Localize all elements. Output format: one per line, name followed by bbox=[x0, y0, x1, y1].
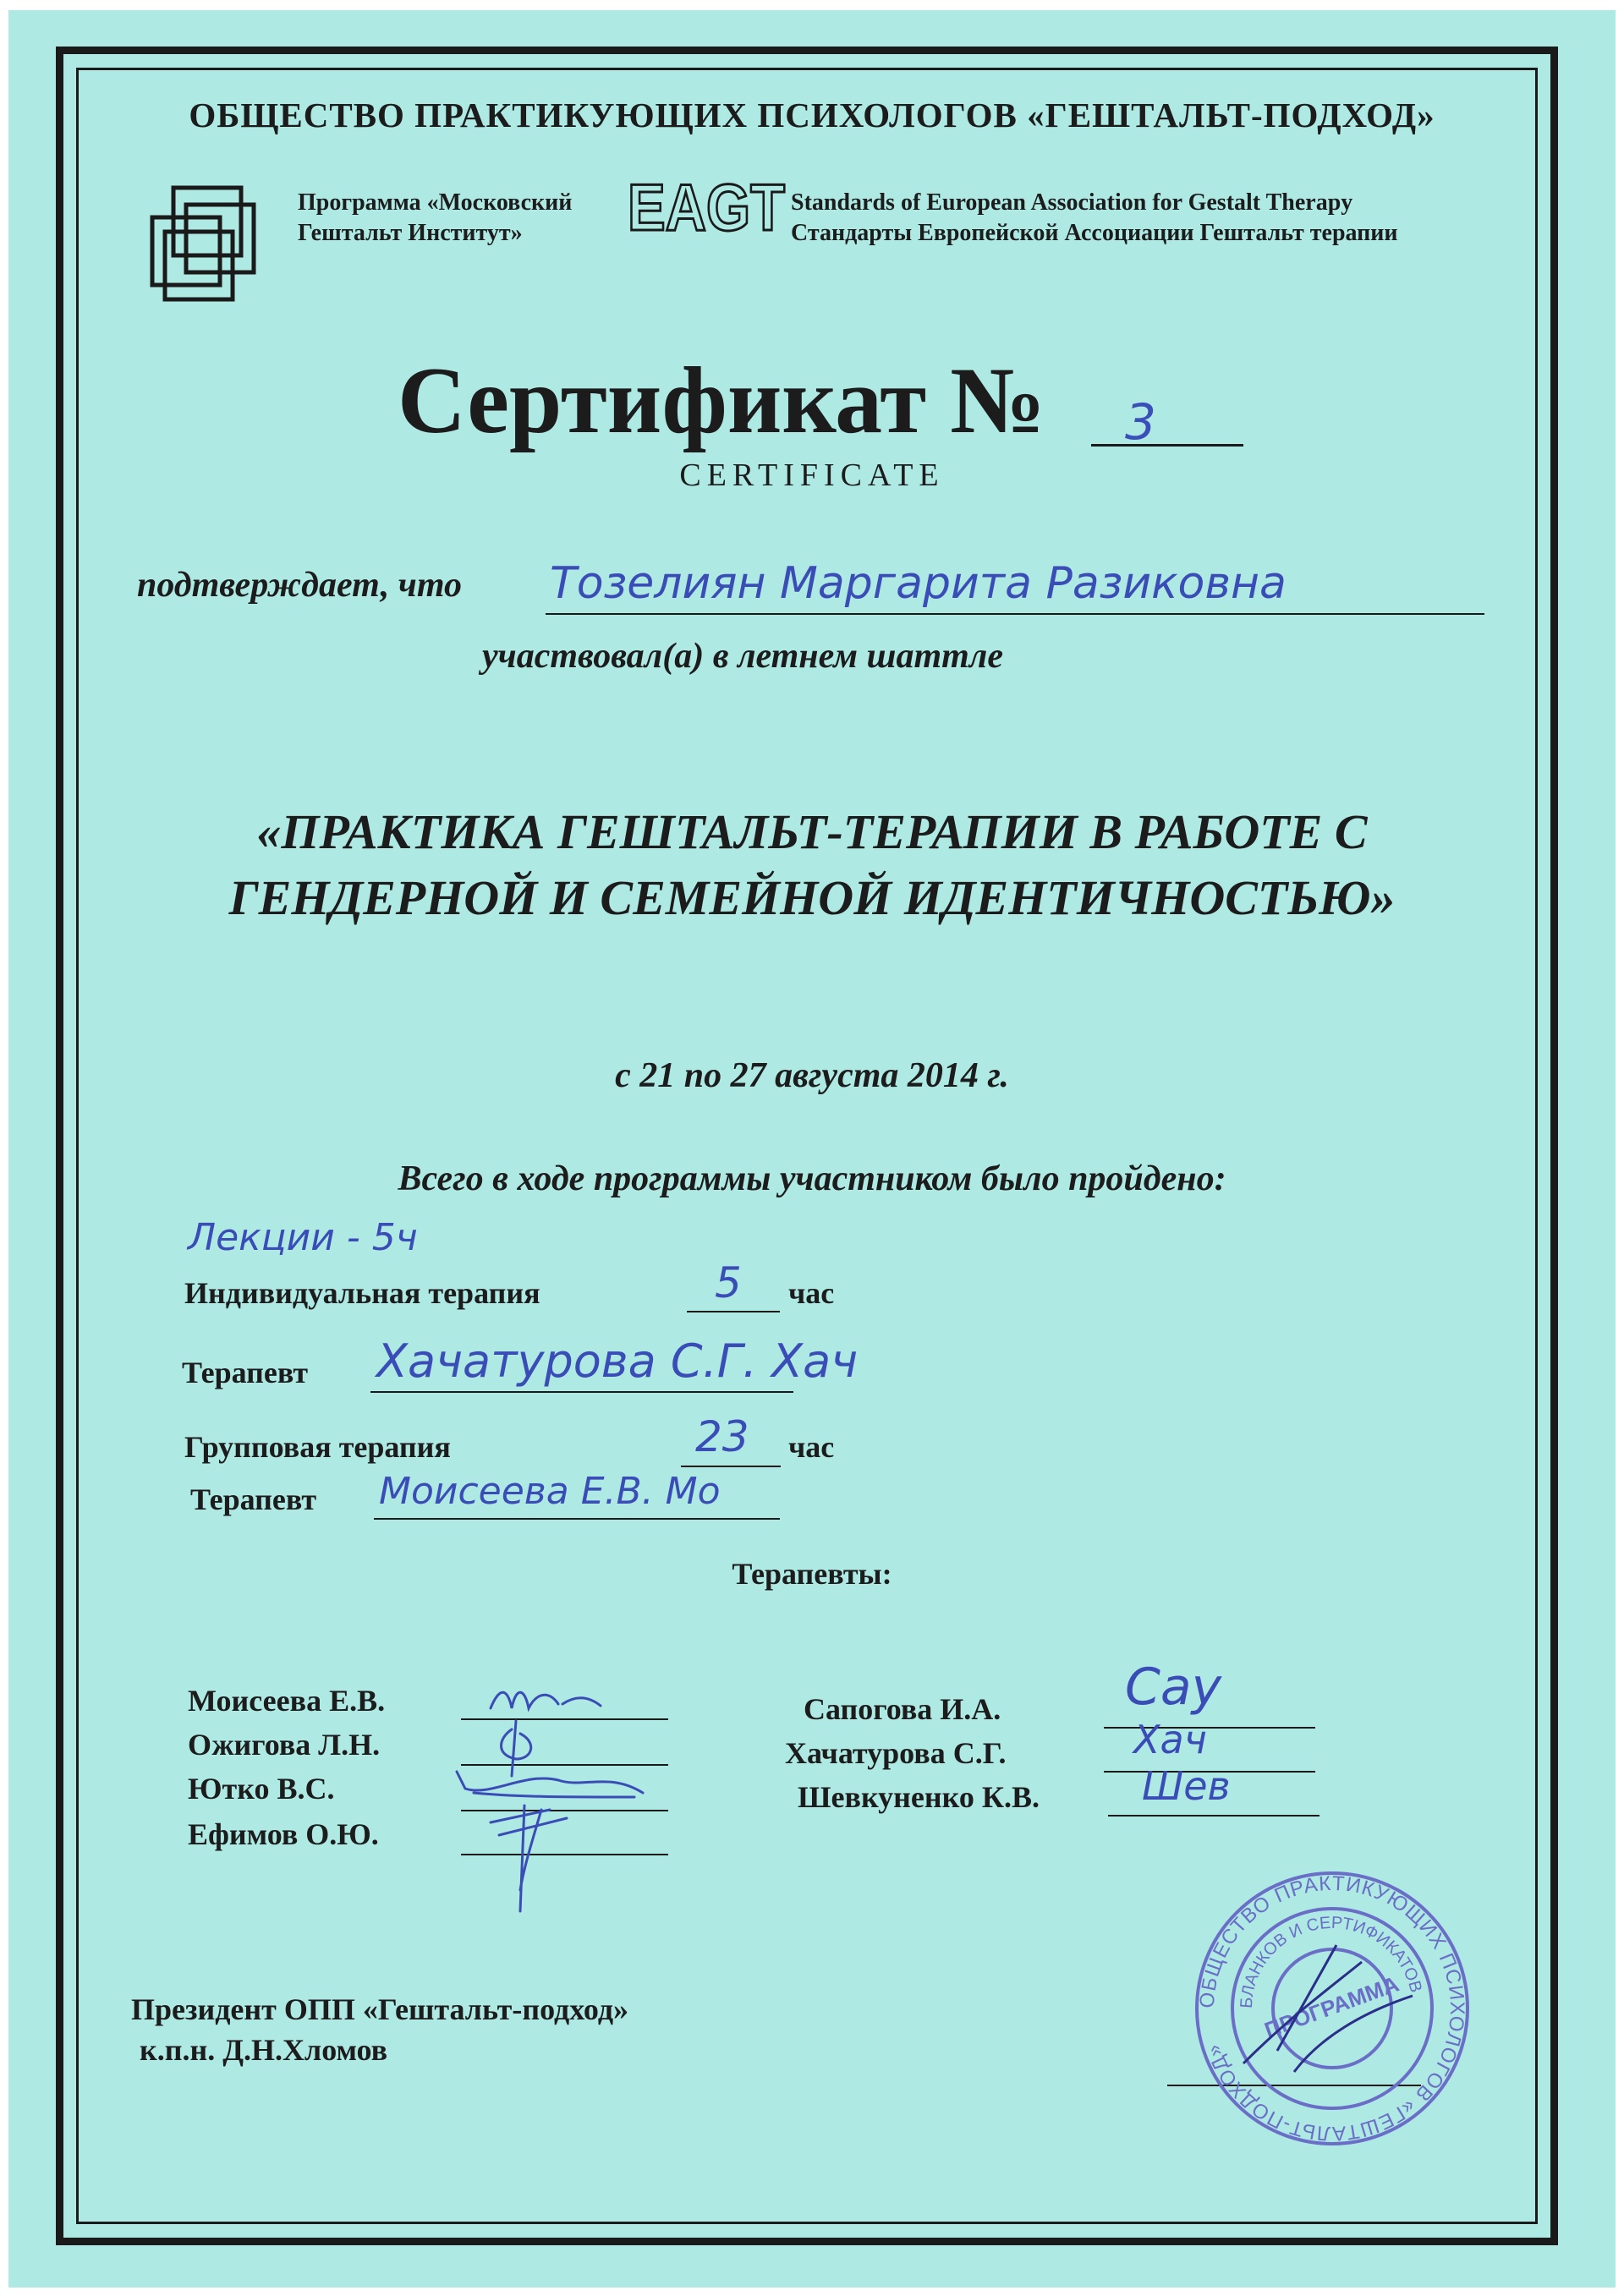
organization-stamp bbox=[1193, 1869, 1472, 2148]
course-title bbox=[0, 799, 1624, 931]
program-line-2: Гештальт Институт» bbox=[298, 220, 523, 246]
participant-name: Тозелиян Маргарита Разиковна bbox=[550, 558, 1287, 609]
standards-russian: Стандарты Европейской Ассоциации Гештальт терапии bbox=[791, 220, 1398, 246]
stamp-outer-text: ОБЩЕСТВО ПРАКТИКУЮЩИХ ПСИХОЛОГОВ «ГЕШТАЛЬТ-ПОДХОД» bbox=[1195, 1871, 1469, 2145]
president-block bbox=[131, 1989, 808, 2070]
group-hours-line bbox=[681, 1466, 781, 1467]
participated-label: участвовал(а) в летнем шаттле bbox=[482, 637, 1003, 676]
organization-title: ОБЩЕСТВО ПРАКТИКУЮЩИХ ПСИХОЛОГОВ «ГЕШТАЛЬТ-ПОДХОД» bbox=[189, 96, 1435, 134]
standards-english: Standards of European Association for Gestalt Therapy bbox=[791, 189, 1353, 216]
individual-therapy-label: Индивидуальная терапия bbox=[184, 1276, 540, 1310]
institute-logo-icon bbox=[140, 179, 283, 306]
program-name bbox=[298, 188, 577, 249]
group-hours-value: 23 bbox=[695, 1412, 749, 1461]
program-line-1: Программа «Московский bbox=[298, 189, 573, 216]
left-signatures bbox=[440, 1670, 677, 1915]
signature-yutko bbox=[457, 1772, 643, 1797]
course-title-text: «ПРАКТИКА ГЕШТАЛЬТ-ТЕРАПИИ В РАБОТЕ С ГЕНДЕРНОЙ И СЕМЕЙНОЙ ИДЕНТИЧНОСТЬЮ» bbox=[228, 804, 1396, 925]
eagt-logo bbox=[624, 170, 789, 244]
group-therapist-line bbox=[374, 1518, 780, 1520]
signature-sapogova: Сау bbox=[1125, 1658, 1222, 1717]
individual-therapist-label: Терапевт bbox=[182, 1356, 309, 1389]
individual-hours-value: 5 bbox=[715, 1258, 742, 1307]
standards-text bbox=[791, 188, 1398, 249]
signature-khachaturova: Хач bbox=[1133, 1717, 1207, 1762]
therapists-title: Терапевты: bbox=[732, 1557, 892, 1591]
group-therapist-label: Терапевт bbox=[190, 1482, 317, 1516]
therapist-left-4: Ефимов О.Ю. bbox=[188, 1817, 379, 1851]
certificate-title: Сертификат № bbox=[398, 348, 1045, 453]
individual-therapist-name: Хачатурова С.Г. Хач bbox=[376, 1334, 859, 1388]
therapist-right-3: Шевкуненко К.В. bbox=[798, 1780, 1040, 1814]
therapist-right-1: Сапогова И.А. bbox=[804, 1692, 1001, 1726]
stamp-center-text: ПРОГРАММА bbox=[1260, 1970, 1402, 2043]
group-therapy-label: Групповая терапия bbox=[184, 1430, 451, 1464]
certificate-subtitle: CERTIFICATE bbox=[679, 458, 945, 493]
total-label: Всего в ходе программы участником было пройдено: bbox=[398, 1159, 1226, 1198]
group-therapist-name: Моисеева Е.В. Мо bbox=[379, 1470, 721, 1513]
individual-hours-unit: час bbox=[788, 1276, 835, 1310]
therapist-right-2: Хачатурова С.Г. bbox=[785, 1736, 1007, 1770]
therapist-left-3: Ютко В.С. bbox=[188, 1772, 335, 1806]
group-hours-unit: час bbox=[788, 1430, 835, 1464]
eagt-logo-text: EAGT bbox=[628, 170, 785, 244]
stamp-ring-text: БЛАНКОВ И СЕРТИФИКАТОВ bbox=[1237, 1913, 1425, 2009]
therapist-left-2: Ожигова Л.Н. bbox=[188, 1728, 381, 1762]
signature-line-right-3 bbox=[1108, 1815, 1320, 1817]
lectures-handwritten: Лекции - 5ч bbox=[188, 1216, 418, 1259]
certificate-number-line bbox=[1091, 444, 1243, 447]
president-title: Президент ОПП «Гештальт-подход» bbox=[131, 1992, 629, 2026]
signature-moiseeva bbox=[491, 1692, 601, 1708]
signature-efimov bbox=[491, 1806, 567, 1911]
confirms-label: подтверждает, что bbox=[137, 566, 462, 605]
therapist-left-1: Моисеева Е.В. bbox=[188, 1684, 386, 1718]
signature-shevkunenko: Шев bbox=[1142, 1763, 1231, 1809]
individual-therapist-line bbox=[370, 1391, 793, 1393]
name-underline bbox=[546, 613, 1484, 615]
president-name: к.п.н. Д.Н.Хломов bbox=[140, 2033, 388, 2067]
course-dates: с 21 по 27 августа 2014 г. bbox=[615, 1056, 1009, 1095]
certificate-number: 3 bbox=[1125, 393, 1156, 451]
signature-ozhigova bbox=[502, 1721, 531, 1776]
individual-hours-line bbox=[687, 1311, 780, 1312]
